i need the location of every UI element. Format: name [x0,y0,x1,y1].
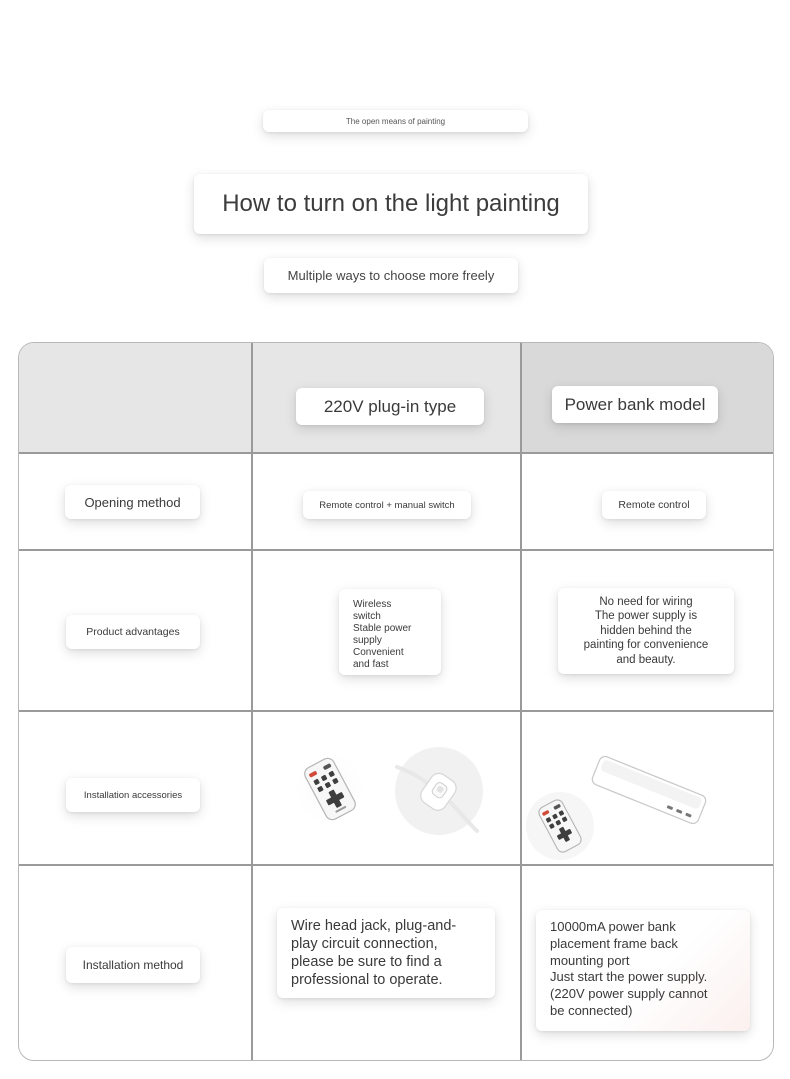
method-line: be connected) [550,1002,633,1018]
cell-plugin-installation-method [277,908,495,998]
method-line: professional to operate. [291,972,443,988]
remote-control-icon [289,748,371,830]
method-line: play circuit connection, [291,936,438,952]
row-label-installation-accessories: Installation accessories [66,778,200,812]
advantage-line: switch [353,611,381,622]
cell-plugin-opening-method: Remote control + manual switch [303,491,471,519]
page-subtitle: Multiple ways to choose more freely [264,258,518,293]
column-header-powerbank: Power bank model [552,386,718,423]
advantage-line: No need for wiring [599,595,693,608]
cell-plugin-product-advantages [339,589,441,675]
advantage-line: hidden behind the [600,624,692,637]
advantage-line: supply [353,635,382,646]
row-label-opening-method: Opening method [65,485,200,519]
column-divider [251,343,253,1060]
advantage-line: Stable power [353,623,412,634]
cell-powerbank-installation-method [536,910,750,1031]
advantage-line: and beauty. [616,653,676,666]
method-line: placement frame back [550,935,678,951]
method-line: please be sure to find a [291,954,442,970]
method-line: Wire head jack, plug-and- [291,918,457,934]
row-divider [19,452,773,454]
inline-switch-icon [393,745,485,837]
advantage-line: Convenient [353,647,404,658]
row-label-product-advantages: Product advantages [66,615,200,649]
method-line: mounting port [550,952,630,968]
eyebrow-label: The open means of painting [263,110,528,132]
power-bank-icon [584,755,714,825]
cell-powerbank-opening-method: Remote control [602,491,706,519]
row-divider [19,710,773,712]
row-divider [19,549,773,551]
advantage-line: painting for convenience [583,639,709,652]
advantage-line: Wireless [353,599,392,610]
advantage-line: and fast [353,659,389,670]
method-line: Just start the power supply. [550,969,708,985]
column-divider [520,343,522,1060]
row-label-installation-method: Installation method [66,947,200,983]
comparison-table [18,342,774,1061]
cell-powerbank-product-advantages [558,588,734,674]
advantage-line: The power supply is [594,610,698,623]
row-divider [19,864,773,866]
column-header-plugin: 220V plug-in type [296,388,484,425]
method-line: 10000mA power bank [550,919,676,934]
page-title: How to turn on the light painting [194,174,588,234]
method-line: (220V power supply cannot [550,986,708,1002]
remote-control-icon [525,791,595,861]
